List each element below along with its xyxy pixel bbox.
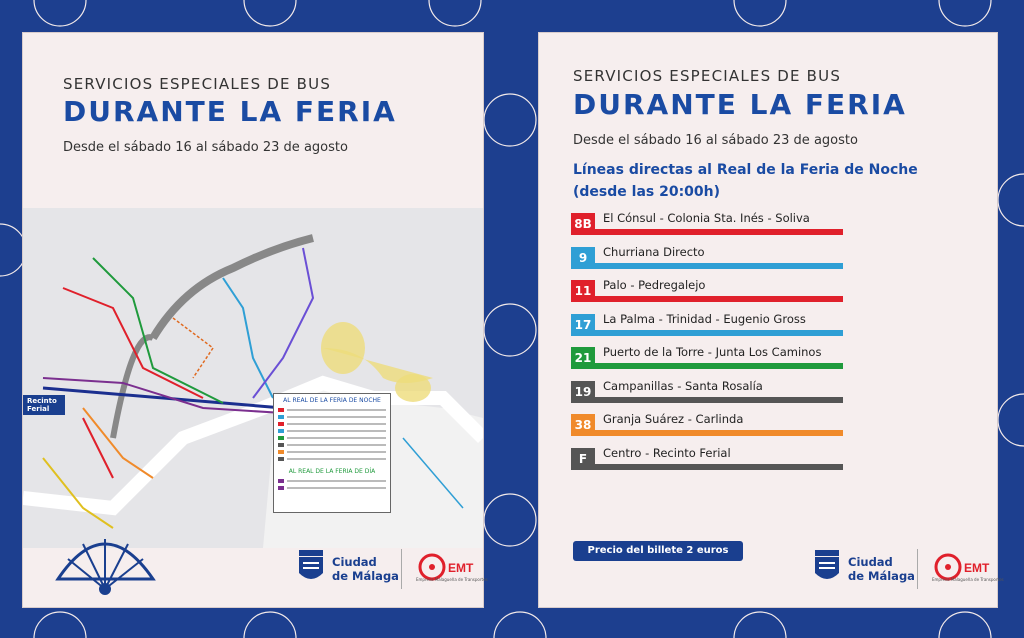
line-color-bar <box>595 363 843 369</box>
poster-title: DURANTE LA FERIA <box>573 88 907 121</box>
route-map-graphic <box>23 208 483 548</box>
legend-row <box>274 484 390 491</box>
line-name: Churriana Directo <box>603 244 705 259</box>
line-badge: 8B <box>571 213 595 235</box>
legend-row <box>274 448 390 455</box>
bus-line-row <box>571 378 843 412</box>
legend-title-night: AL REAL DE LA FERIA DE NOCHE <box>283 397 381 404</box>
emt-logo-label: EMT <box>448 561 474 575</box>
legend-row <box>274 406 390 413</box>
route-map <box>23 208 483 548</box>
logo-divider <box>401 549 402 589</box>
malaga-shield-icon <box>298 549 324 585</box>
bus-line-row <box>571 411 843 445</box>
emt-logo-label: EMT <box>964 561 990 575</box>
bus-line-row <box>571 344 843 378</box>
line-badge: F <box>571 448 595 470</box>
legend-row <box>274 455 390 462</box>
legend-title-day: AL REAL DE LA FERIA DE DÍA <box>288 468 376 475</box>
line-name: El Cónsul - Colonia Sta. Inés - Soliva <box>603 211 810 225</box>
lines-title: Líneas directas al Real de la Feria de Noche <box>573 162 918 178</box>
left-poster <box>22 32 488 608</box>
bus-line-row <box>571 277 843 311</box>
legend-row <box>274 420 390 427</box>
line-badge: 21 <box>571 347 595 369</box>
city-logo-text: Ciudad de Málaga <box>848 555 915 583</box>
poster-title: DURANTE LA FERIA <box>63 95 397 128</box>
poster-subtitle: SERVICIOS ESPECIALES DE BUS <box>573 67 842 85</box>
legend-row <box>274 427 390 434</box>
line-name: Puerto de la Torre - Junta Los Caminos <box>603 345 822 359</box>
line-badge: 11 <box>571 280 595 302</box>
right-poster <box>538 32 1004 608</box>
line-badge: 17 <box>571 314 595 336</box>
bus-line-row <box>571 244 843 278</box>
recinto-ferial-label: Recinto Ferial <box>27 397 57 413</box>
legend-row <box>274 434 390 441</box>
ticket-price-badge: Precio del billete 2 euros <box>573 541 743 561</box>
line-name: Centro - Recinto Ferial <box>603 445 731 460</box>
line-badge: 9 <box>571 247 595 269</box>
line-badge: 38 <box>571 414 595 436</box>
bus-line-row <box>571 445 843 479</box>
emt-subtext: Empresa Malagueña de Transportes <box>416 577 488 582</box>
line-color-bar <box>595 296 843 302</box>
line-badge: 19 <box>571 381 595 403</box>
line-color-bar <box>595 263 843 269</box>
legend-row <box>274 441 390 448</box>
line-color-bar <box>595 229 843 235</box>
line-name: Granja Suárez - Carlinda <box>603 412 744 426</box>
emt-subtext: Empresa Malagueña de Transportes <box>932 577 1004 582</box>
legend-row <box>274 477 390 484</box>
legend-row <box>274 413 390 420</box>
lines-subtitle: (desde las 20:00h) <box>573 184 721 200</box>
poster-dates: Desde el sábado 16 al sábado 23 de agosto <box>573 133 858 148</box>
logo-divider <box>917 549 918 589</box>
line-name: La Palma - Trinidad - Eugenio Gross <box>603 311 806 326</box>
line-name: Palo - Pedregalejo <box>603 278 706 292</box>
line-color-bar <box>595 330 843 336</box>
bus-line-row <box>571 311 843 345</box>
line-color-bar <box>595 430 843 436</box>
poster-subtitle: SERVICIOS ESPECIALES DE BUS <box>63 75 332 93</box>
bus-line-row <box>571 210 843 244</box>
malaga-shield-icon <box>814 549 840 585</box>
line-color-bar <box>595 464 843 470</box>
city-logo-text: Ciudad de Málaga <box>332 555 399 583</box>
poster-dates: Desde el sábado 16 al sábado 23 de agosto <box>63 140 348 155</box>
map-legend <box>273 393 391 513</box>
lines-heading <box>573 159 918 203</box>
line-name: Campanillas - Santa Rosalía <box>603 378 763 393</box>
fan-logo-icon <box>48 519 163 599</box>
bus-lines-list <box>571 210 843 478</box>
line-color-bar <box>595 397 843 403</box>
